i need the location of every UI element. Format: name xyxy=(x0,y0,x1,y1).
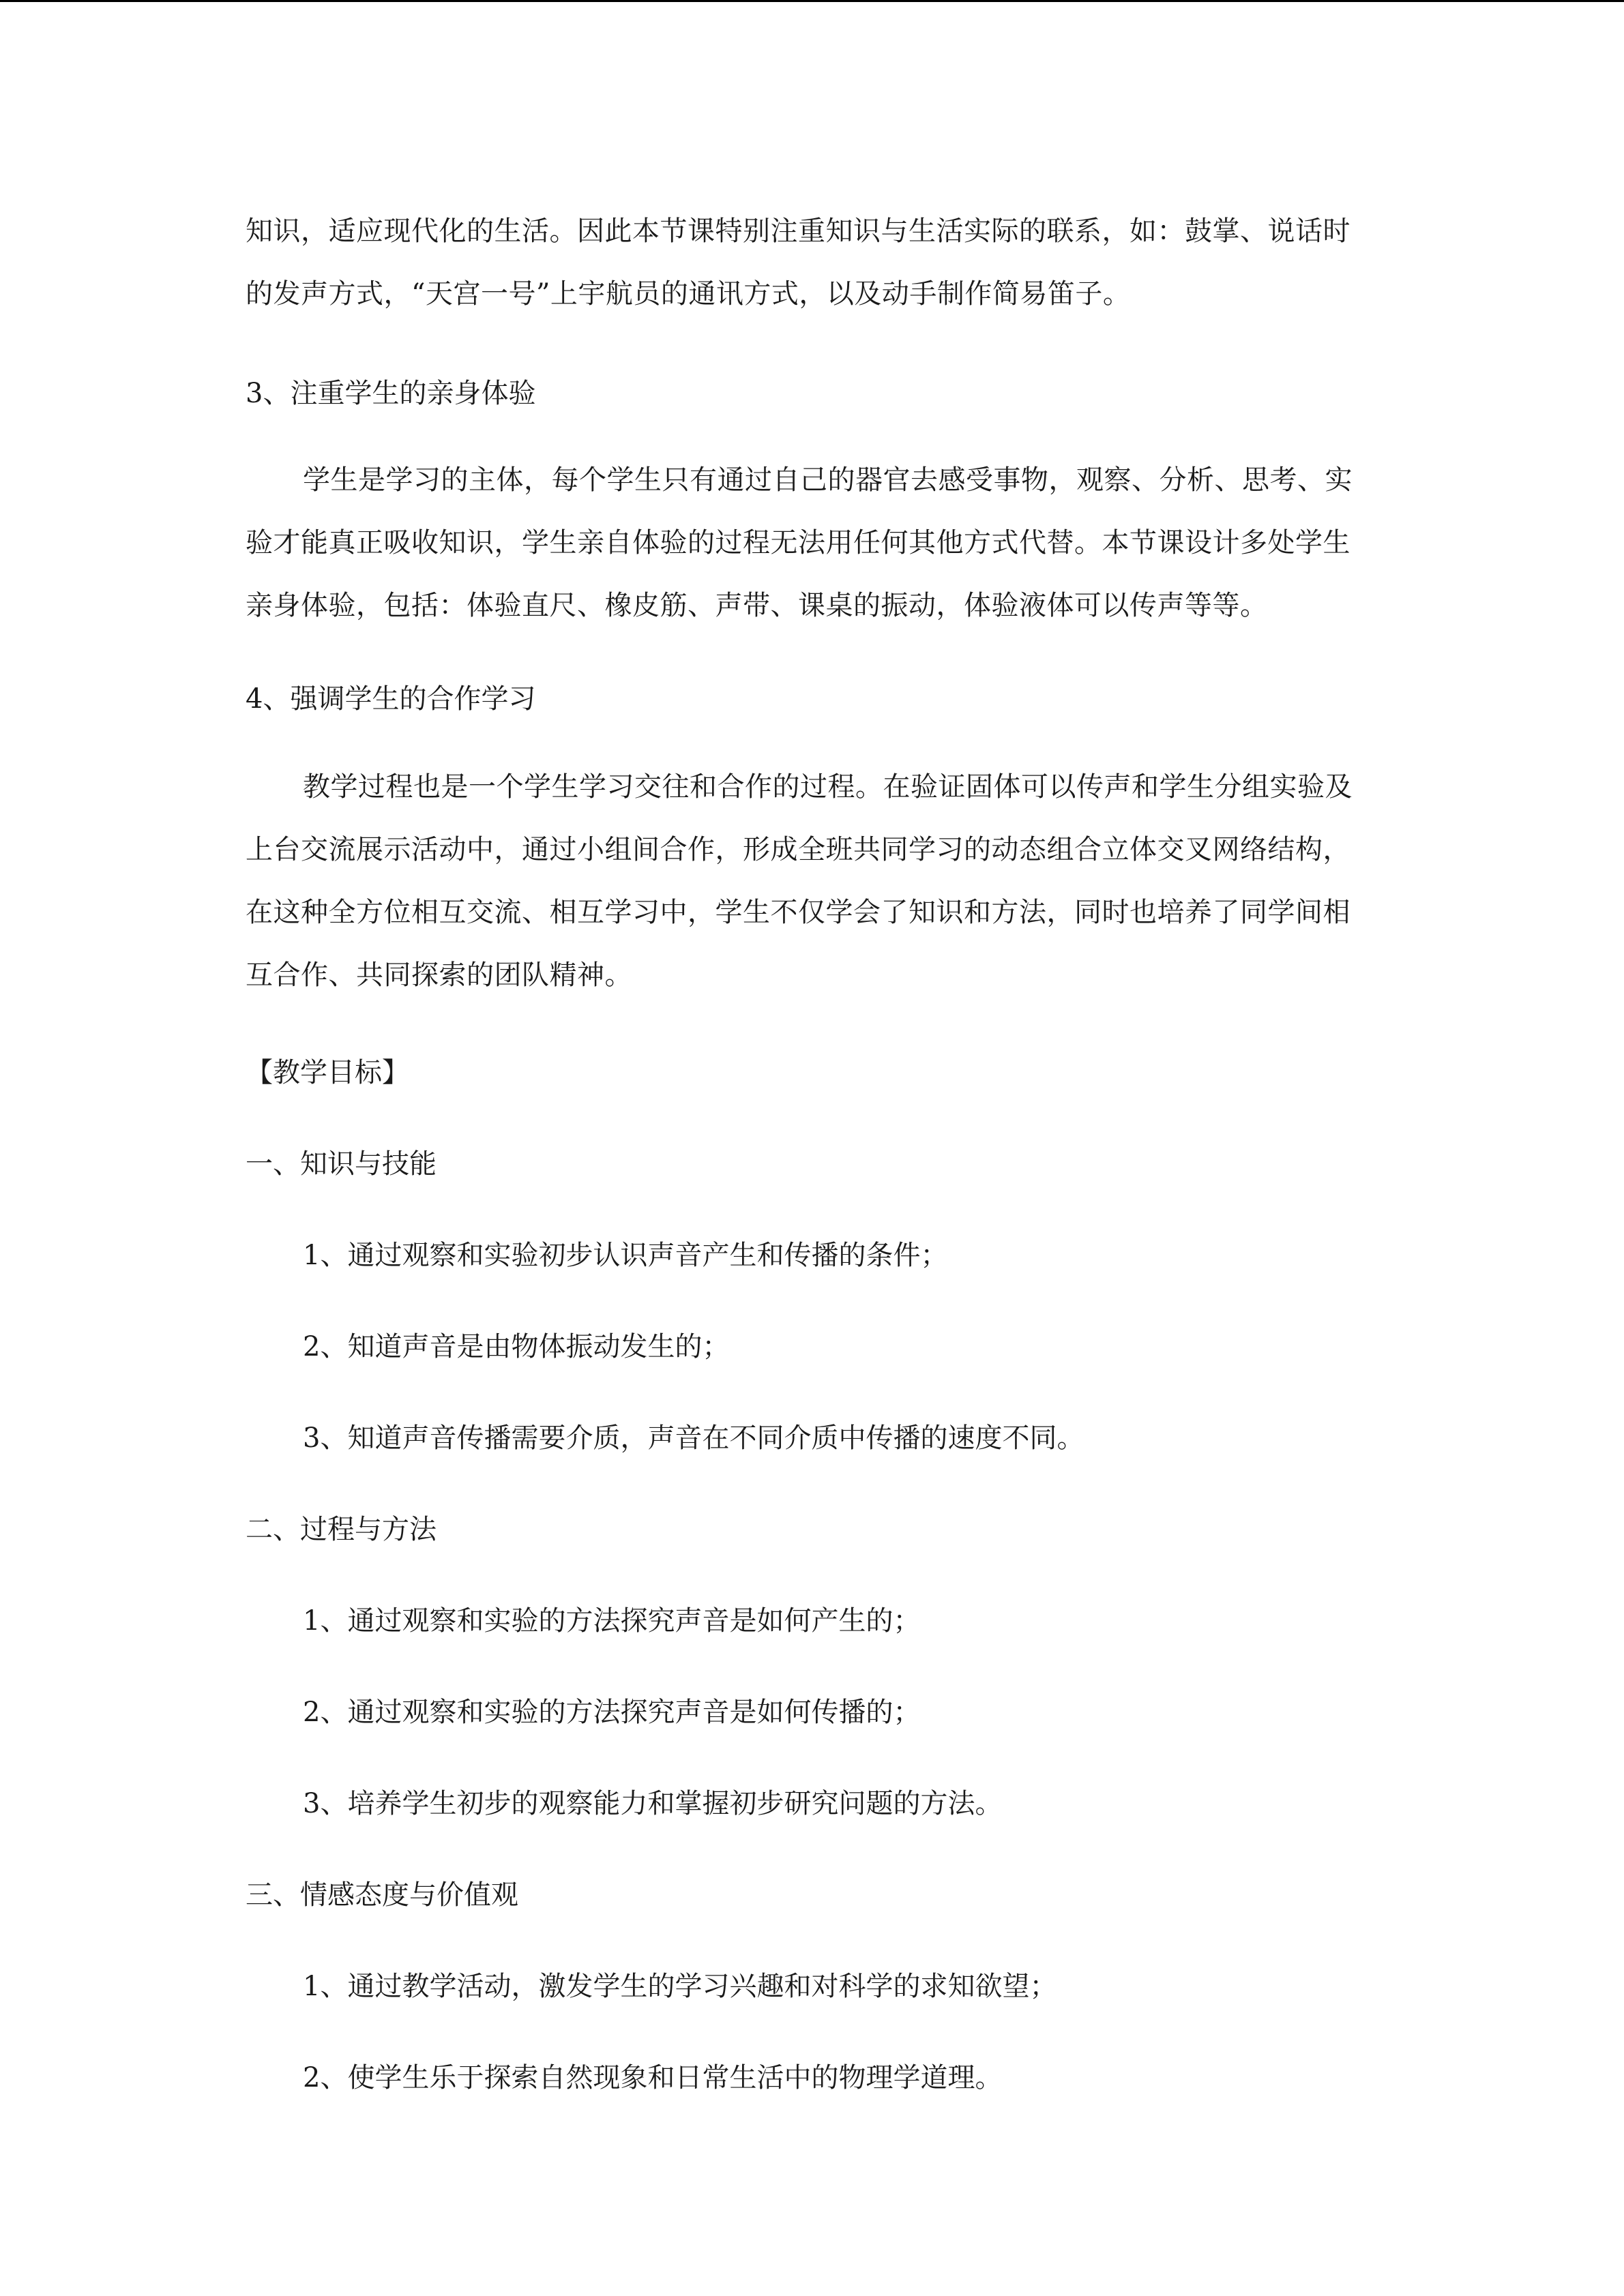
process-item-1: 1、通过观察和实验的方法探究声音是如何产生的； xyxy=(303,1605,921,1637)
knowledge-item-2: 2、知道声音是由物体振动发生的； xyxy=(303,1331,730,1362)
knowledge-item-1: 1、通过观察和实验初步认识声音产生和传播的条件； xyxy=(303,1240,948,1271)
heading-point-3: 3、注重学生的亲身体验 xyxy=(246,378,536,409)
continuation-paragraph: 知识，适应现代化的生活。因此本节课特别注重知识与生活实际的联系，如：鼓掌、说话时的发声方式，“天宫一号”上宇航员的通讯方式，以及动手制作简易笛子。 xyxy=(246,215,1350,310)
process-item-2: 2、通过观察和实验的方法探究声音是如何传播的； xyxy=(303,1697,921,1728)
section-heading-attitude: 三、情感态度与价值观 xyxy=(246,1879,518,1911)
paragraph-point-3: 学生是学习的主体，每个学生只有通过自己的器官去感受事物，观察、分析、思考、实验才能真正吸收知识，学生亲自体验的过程无法用任何其他方式代替。本节课设计多处学生亲身体验，包括：体验直尺、橡皮筋、声带、课桌的振动，体验液体可以传声等等。 xyxy=(246,464,1353,621)
heading-point-4: 4、强调学生的合作学习 xyxy=(246,683,536,715)
attitude-item-1: 1、通过教学活动，激发学生的学习兴趣和对科学的求知欲望； xyxy=(303,1971,1057,2002)
objectives-title: 【教学目标】 xyxy=(246,1057,409,1088)
attitude-item-2: 2、使学生乐于探索自然现象和日常生活中的物理学道理。 xyxy=(303,2062,1003,2093)
section-heading-knowledge: 一、知识与技能 xyxy=(246,1148,437,1180)
knowledge-item-3: 3、知道声音传播需要介质，声音在不同介质中传播的速度不同。 xyxy=(303,1422,1084,1454)
paragraph-point-4: 教学过程也是一个学生学习交往和合作的过程。在验证固体可以传声和学生分组实验及上台交流展示活动中，通过小组间合作，形成全班共同学习的动态组合立体交叉网络结构，在这种全方位相互交流、相互学习中，学生不仅学会了知识和方法，同时也培养了同学间相互合作、共同探索的团队精神。 xyxy=(246,771,1353,991)
process-item-3: 3、培养学生初步的观察能力和掌握初步研究问题的方法。 xyxy=(303,1788,1003,1819)
section-heading-process: 二、过程与方法 xyxy=(246,1514,437,1545)
